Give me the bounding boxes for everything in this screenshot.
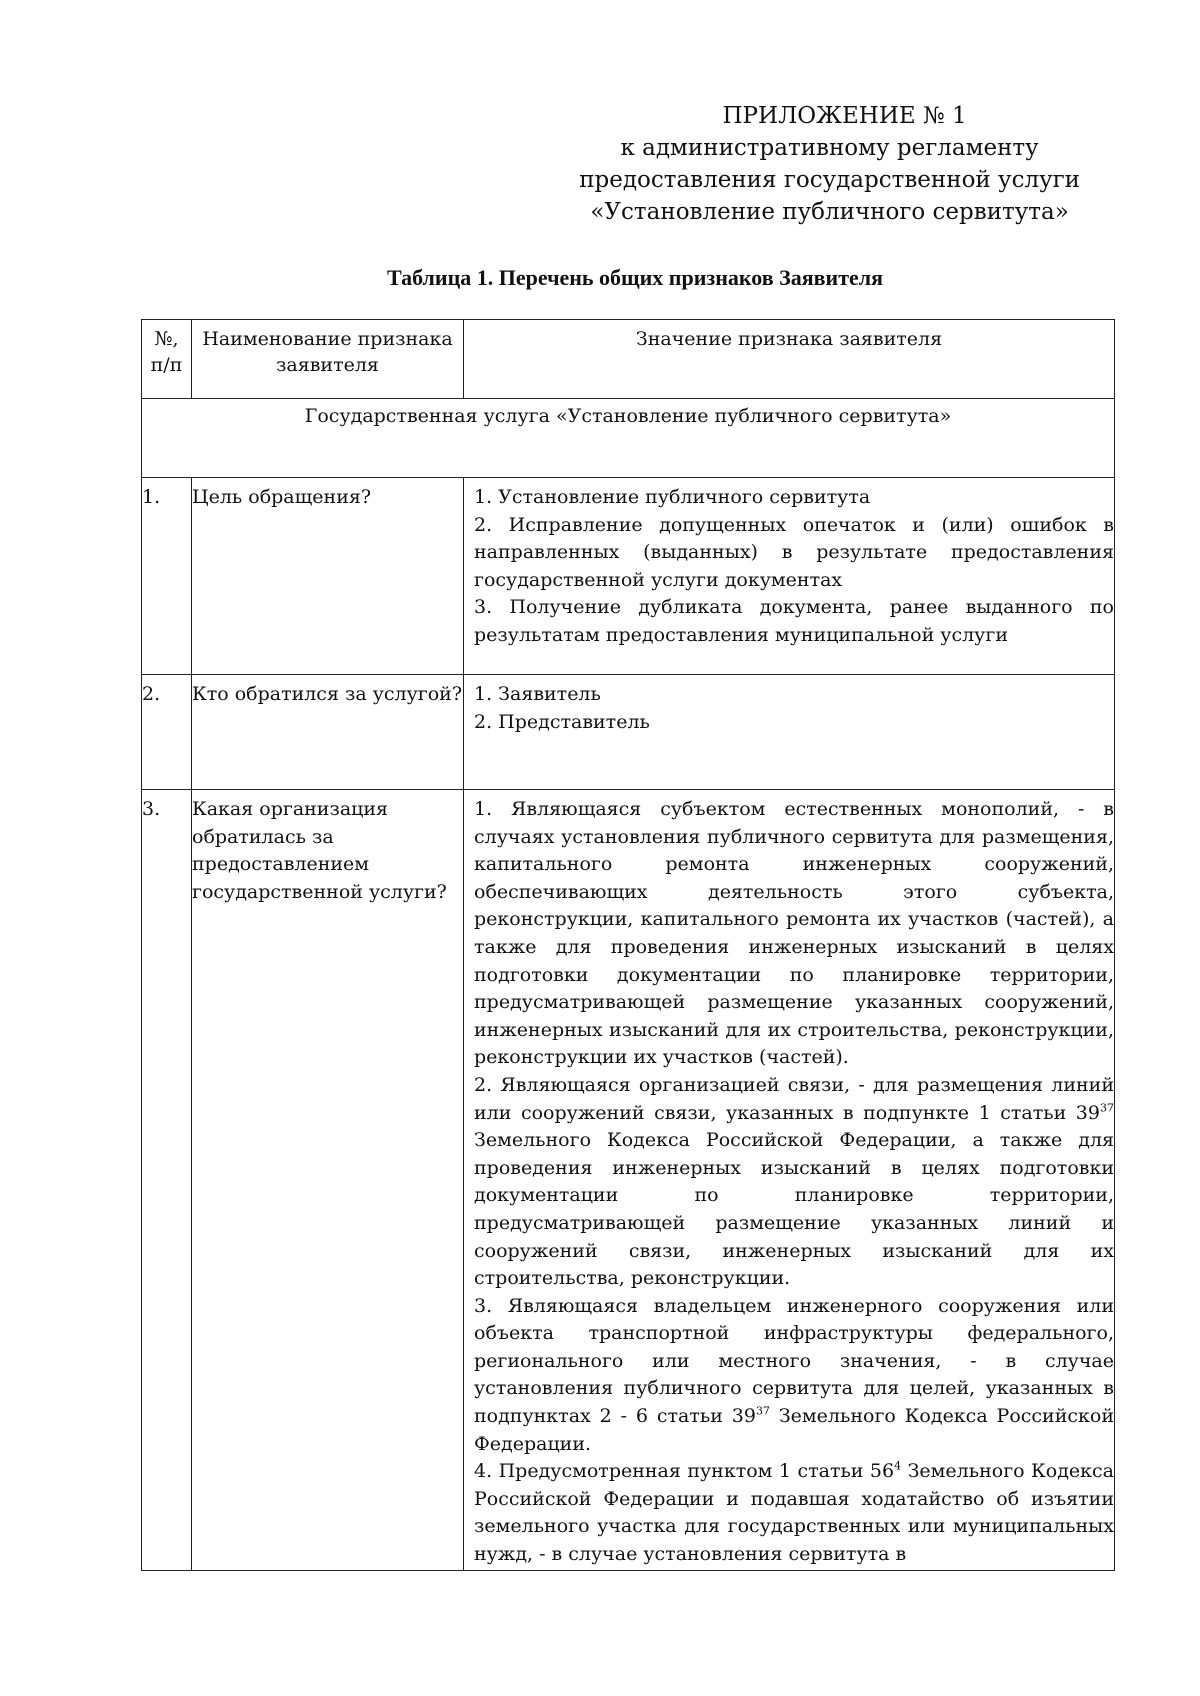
table-row bbox=[142, 675, 1115, 790]
column-header-value: Значение признака заявителя bbox=[464, 320, 1115, 399]
appendix-subtitle-2: предоставления государственной услуги bbox=[579, 167, 1080, 193]
applicant-features-table bbox=[141, 319, 1115, 1571]
column-header-name: Наименование признака заявителя bbox=[192, 320, 464, 399]
table-row bbox=[142, 790, 1115, 1571]
table-row bbox=[142, 478, 1115, 675]
appendix-subtitle-1: к административному регламенту bbox=[620, 135, 1039, 161]
table-title: Таблица 1. Перечень общих признаков Заявителя bbox=[386, 265, 884, 290]
feature-values bbox=[464, 790, 1115, 1571]
feature-name: Цель обращения? bbox=[192, 478, 464, 675]
row-number: 1. bbox=[142, 478, 192, 675]
feature-value: 3. Являющаяся владельцем инженерного сооружения или объекта транспортной инфраструктуры федерального, регионального или местного значения, - в случае установления публичного сервитута для целей, указанных в подпунктах 2 - 6 статьи $39^{37}$ Земельного Кодекса Российской Федерации. bbox=[474, 1294, 1114, 1455]
feature-value: 1. Являющаяся субъектом естественных монополий, - в случаях установления публичного сервитута для размещения, капитального ремонта инженерных сооружений, обеспечивающих деятельность этого субъекта, реконструкции, капитального ремонта их участков (частей), а также для проведения инженерных изысканий в целях подготовки документации по планировке территории, предусматривающей размещение указанных сооружений, инженерных изысканий для их строительства, реконструкции, реконструкции их участков (частей). bbox=[474, 798, 1114, 1069]
table-header-row bbox=[142, 320, 1115, 399]
feature-value: 2. Исправление допущенных опечаток и (или) ошибок в направленных (выданных) в результате предоставления государственной услуги документах bbox=[474, 513, 1114, 591]
column-header-number: №, п/п bbox=[142, 320, 192, 399]
feature-values bbox=[464, 675, 1115, 790]
service-row bbox=[142, 399, 1115, 478]
appendix-title: ПРИЛОЖЕНИЕ № 1 bbox=[722, 103, 967, 129]
feature-value: 1. Установление публичного сервитута bbox=[474, 486, 871, 508]
feature-name: Какая организация обратилась за предоставлением государственной услуги? bbox=[192, 790, 464, 1571]
feature-value: 3. Получение дубликата документа, ранее выданного по результатам предоставления муниципальной услуги bbox=[474, 596, 1114, 646]
feature-value: 2. Представитель bbox=[474, 710, 650, 733]
feature-value: 2. Являющаяся организацией связи, - для размещения линий или сооружений связи, указанных в подпункте 1 статьи $39^{37}$ Земельного Кодекса Российской Федерации, а также для проведения инженерных изысканий в целях подготовки документации по планировке территории, предусматривающей размещение указанных линий и сооружений связи, инженерных изысканий для их строительства, реконструкции. bbox=[474, 1073, 1114, 1290]
feature-value: 1. Заявитель bbox=[474, 683, 601, 705]
feature-value: 4. Предусмотренная пунктом 1 статьи $56^4$ Земельного Кодекса Российской Федерации и подавшая ходатайство об изъятии земельного участка для государственных или муниципальных нужд, - в случае установления сервитута в bbox=[474, 1459, 1114, 1566]
appendix-subtitle-3: «Установление публичного сервитута» bbox=[590, 199, 1069, 225]
row-number: 2. bbox=[142, 675, 192, 790]
row-number: 3. bbox=[142, 790, 192, 1571]
feature-name: Кто обратился за услугой? bbox=[192, 675, 464, 790]
appendix-header bbox=[579, 100, 1080, 228]
service-name: Государственная услуга «Установление публичного сервитута» bbox=[142, 399, 1115, 478]
feature-values bbox=[464, 478, 1115, 675]
